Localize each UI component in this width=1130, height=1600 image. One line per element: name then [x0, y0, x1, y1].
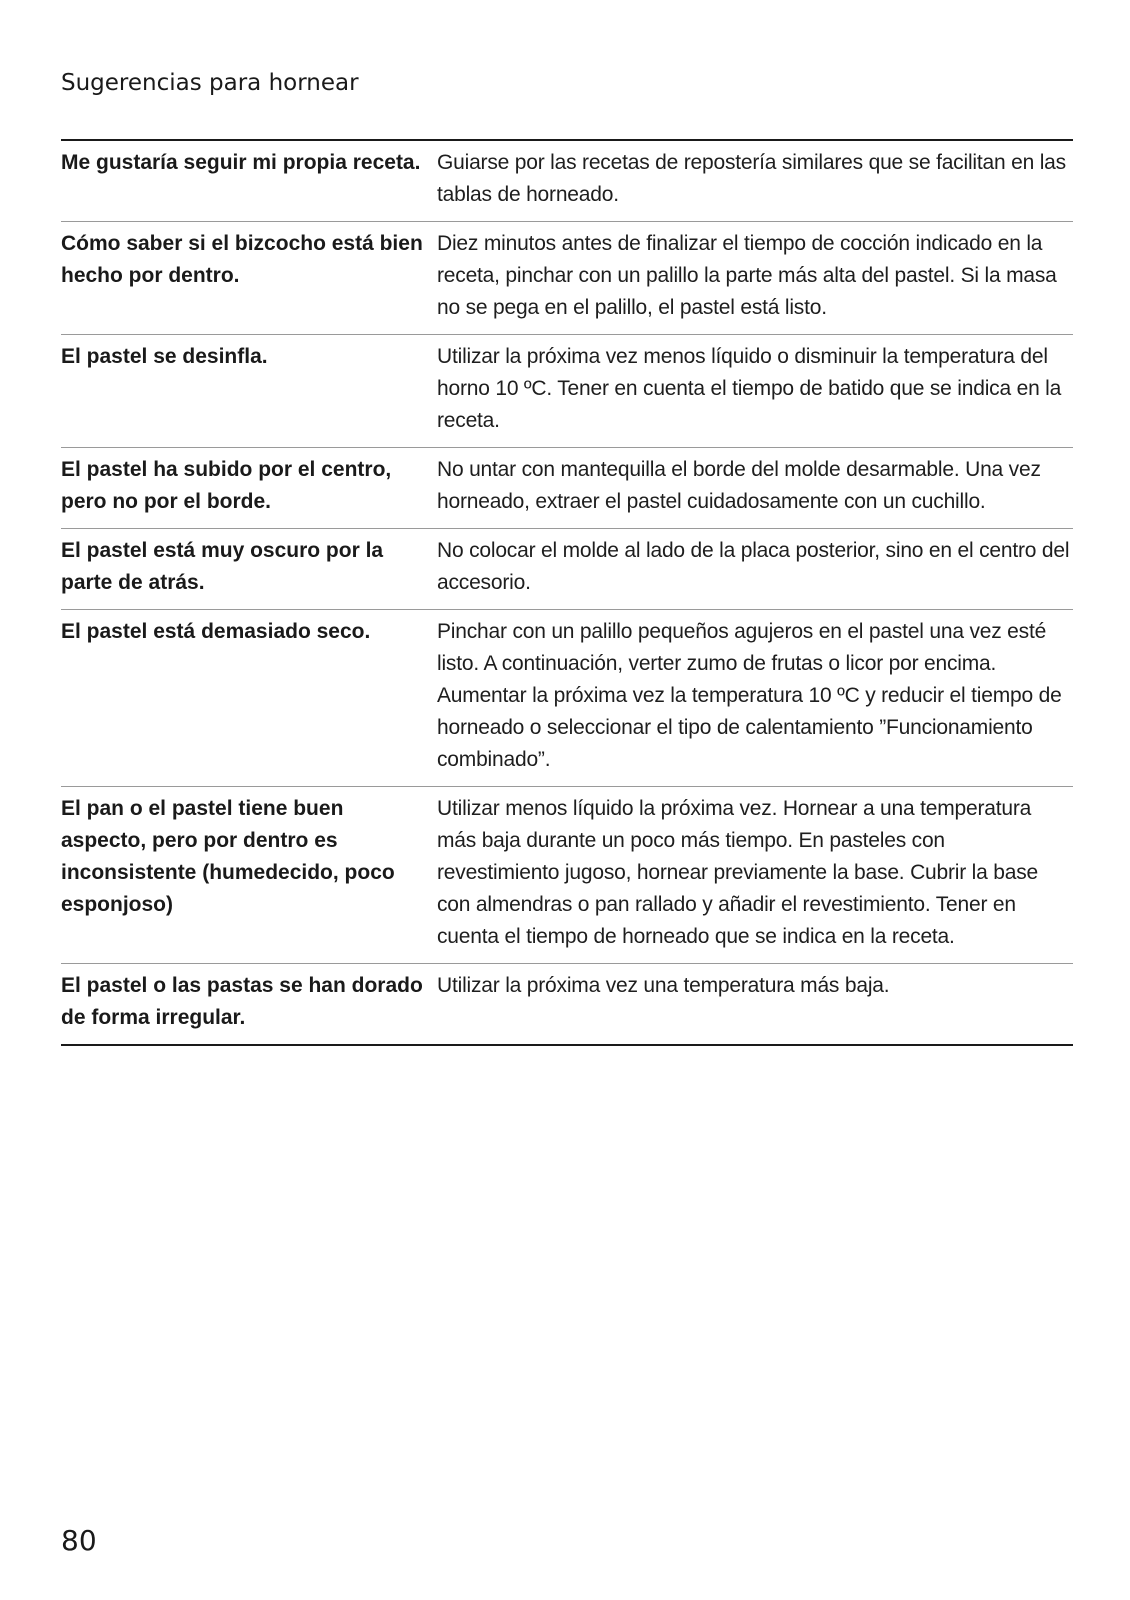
- solution-cell: Diez minutos antes de finalizar el tiempo de cocción indicado en la receta, pinchar con un palillo la parte más alta del pastel. Si la masa no se pega en el palillo, el pastel está listo.: [437, 232, 1057, 319]
- problem-cell: El pastel se desinfla.: [61, 345, 268, 368]
- table-row: [61, 963, 1073, 1044]
- solution-cell: Utilizar la próxima vez una temperatura más baja.: [437, 974, 890, 997]
- problem-cell: El pastel está demasiado seco.: [61, 620, 371, 643]
- solution-cell: Utilizar menos líquido la próxima vez. Hornear a una temperatura más baja durante un poco más tiempo. En pasteles con revestimiento jugoso, hornear previamente la base. Cubrir la base con almendras o pan rallado y añadir el revestimiento. Tener en cuenta el tiempo de horneado que se indica en la receta.: [437, 797, 1038, 948]
- problem-cell: El pastel ha subido por el centro, pero no por el borde.: [61, 458, 392, 513]
- solution-cell: Utilizar la próxima vez menos líquido o disminuir la temperatura del horno 10 ºC. Tener en cuenta el tiempo de batido que se indica en la receta.: [437, 345, 1062, 432]
- baking-tips-table: [61, 139, 1073, 1046]
- table-row: [61, 334, 1073, 447]
- solution-cell: Pinchar con un palillo pequeños agujeros en el pastel una vez esté listo. A continuación, verter zumo de frutas o licor por encima. Aumentar la próxima vez la temperatura 10 ºC y reducir el tiempo de horneado o seleccionar el tipo de calentamiento ”Funcionamiento combinado”.: [437, 620, 1062, 771]
- page-title: Sugerencias para hornear: [61, 70, 359, 96]
- table-row: [61, 141, 1073, 221]
- solution-cell: No colocar el molde al lado de la placa posterior, sino en el centro del accesorio.: [437, 539, 1070, 594]
- solution-cell: Guiarse por las recetas de repostería similares que se facilitan en las tablas de horneado.: [437, 151, 1066, 206]
- problem-cell: Me gustaría seguir mi propia receta.: [61, 151, 421, 174]
- table-row: [61, 609, 1073, 786]
- table-row: [61, 786, 1073, 963]
- table-row: [61, 221, 1073, 334]
- problem-cell: El pastel o las pastas se han dorado de forma irregular.: [61, 974, 423, 1029]
- problem-cell: El pan o el pastel tiene buen aspecto, pero por dentro es inconsistente (humedecido, poco esponjoso): [61, 797, 395, 916]
- table-row: [61, 528, 1073, 609]
- page-number: 80: [61, 1524, 97, 1557]
- problem-cell: El pastel está muy oscuro por la parte de atrás.: [61, 539, 384, 594]
- problem-cell: Cómo saber si el bizcocho está bien hecho por dentro.: [61, 232, 423, 287]
- table-row: [61, 447, 1073, 528]
- solution-cell: No untar con mantequilla el borde del molde desarmable. Una vez horneado, extraer el pastel cuidadosamente con un cuchillo.: [437, 458, 1041, 513]
